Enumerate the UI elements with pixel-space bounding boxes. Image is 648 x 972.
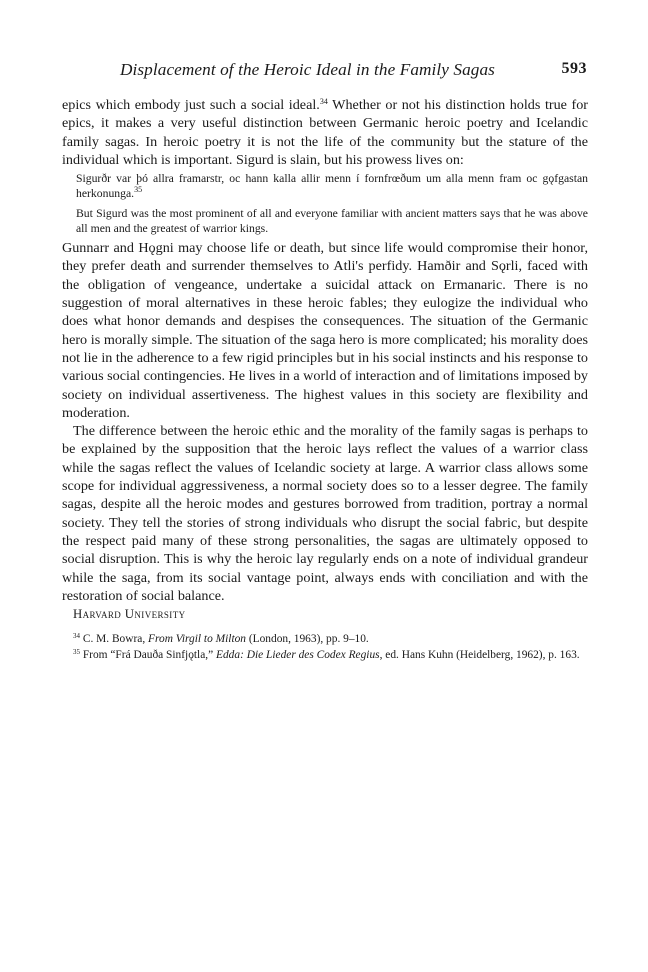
author-affiliation: Harvard University xyxy=(73,607,186,622)
footnote-34 xyxy=(62,631,588,647)
paragraph-3: The difference between the heroic ethic and the morality of the family sagas is perhaps to be explained by the supposition that the heroic lays reflect the values of a warrior class while the sagas reflect the values of Icelandic society at large. A warrior class allows some scope for individual aggressiveness, a normal society does so to a lesser degree. The family sagas, despite all the heroic modes and gestures borrowed from tradition, portray a normal society. They tell the stories of strong individuals who disrupt the social fabric, but despite the respect paid many of these strong personalities, the sagas are ultimately opposed to social disruption. This is why the heroic lay regularly ends on a note of individual grandeur while the saga, from its social vantage point, always ends with conciliation and with the restoration of social balance. xyxy=(62,423,588,604)
quote-original-text: Sigurðr var þó allra framarstr, oc hann kalla allir menn í fornfrœðum um alla menn fram oc gǫfgastan herkonunga. xyxy=(76,172,588,201)
footnote-ref-35: 35 xyxy=(134,185,143,195)
footnote-34-pre: C. M. Bowra, xyxy=(80,633,149,646)
footnote-34-post: (London, 1963), pp. 9–10. xyxy=(246,633,369,646)
page-number: 593 xyxy=(561,60,587,77)
footnote-ref-34: 34 xyxy=(319,97,328,106)
footnote-35-number: 35 xyxy=(73,648,80,657)
footnote-35-pre: From “Frá Dauða Sinfjǫtla,” xyxy=(80,649,217,662)
footnote-35 xyxy=(62,647,588,663)
paragraph-1-text: epics which embody just such a social ideal. xyxy=(62,97,320,113)
block-quote xyxy=(76,171,588,236)
footnote-35-work: Edda: Die Lieder des Codex Regius xyxy=(216,649,380,662)
running-head xyxy=(62,52,588,78)
paragraph-1-rest: Whether or not his distinction holds true for epics, it makes a very useful distinction between Germanic heroic poetry and Icelandic family sagas. In heroic poetry it is not the life of the community but the stature of the individual which is important. Sigurd is slain, but his prowess lives on: xyxy=(62,97,588,168)
footnotes xyxy=(62,631,588,663)
paragraph-2: Gunnarr and Hǫgni may choose life or death, but since life would compromise their honor, they prefer death and surrender themselves to Atli's perfidy. Hamðir and Sǫrli, faced with the obligation of vengeance, undertake a suicidal attack on Ermanaric. There is no suggestion of moral alternatives in these heroic fables; they eulogize the individual who does what honor demands and despises the consequences. The situation of the Germanic hero is morally simple. The situation of the saga hero is more complicated; his morality does not lie in the adherence to a few rigid principles but in his social instincts and his response to various social contingencies. He lives in a world of interaction and of limitations imposed by society on individual assertiveness. The highest values in this society are flexibility and moderation. xyxy=(62,240,588,421)
body-text xyxy=(62,96,588,605)
quote-original xyxy=(76,171,588,201)
footnote-35-post: , ed. Hans Kuhn (Heidelberg, 1962), p. 163. xyxy=(379,649,580,662)
running-head-title: Displacement of the Heroic Ideal in the Family Sagas xyxy=(120,60,495,79)
footnote-34-number: 34 xyxy=(73,632,80,641)
paragraph-1 xyxy=(62,96,588,169)
footnote-34-work: From Virgil to Milton xyxy=(148,633,247,646)
page xyxy=(62,52,588,663)
quote-translation: But Sigurd was the most prominent of all and everyone familiar with ancient matters says that he was above all men and the greatest of warrior kings. xyxy=(76,207,588,236)
